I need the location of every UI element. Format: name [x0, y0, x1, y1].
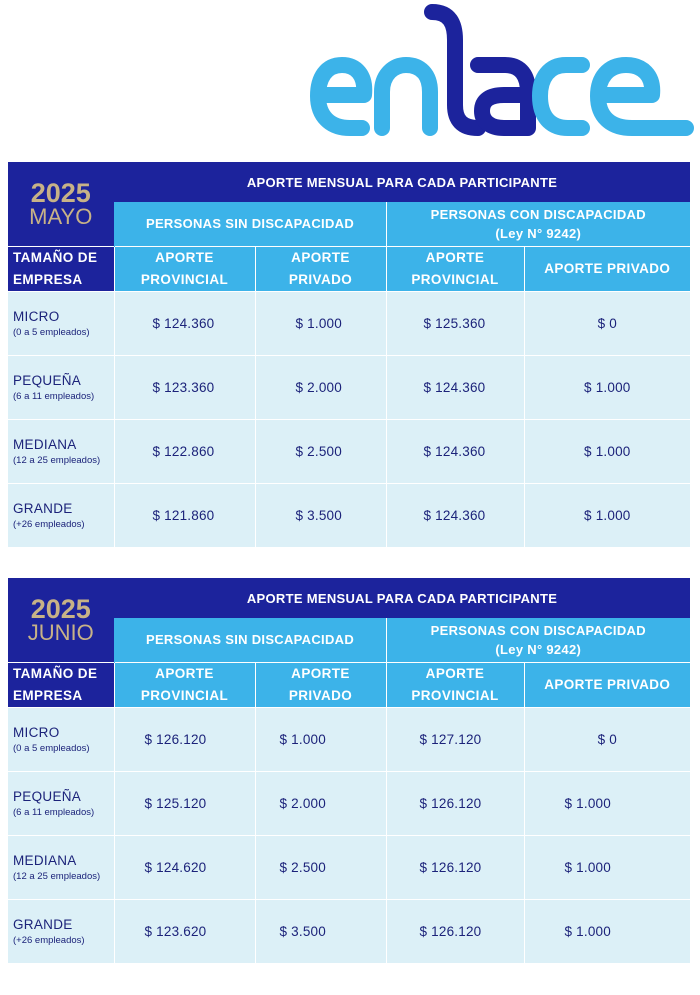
contribution-table-june — [8, 578, 690, 963]
private-contribution-disability: $ 0 — [524, 291, 690, 355]
private-contribution-disability: $ 1.000 — [524, 899, 690, 963]
provincial-contribution: $ 123.620 — [114, 899, 255, 963]
table-title: APORTE MENSUAL PARA CADA PARTICIPANTE — [114, 578, 690, 618]
table-row — [8, 835, 690, 899]
private-contribution: $ 3.500 — [255, 899, 386, 963]
table-row — [8, 419, 690, 483]
provincial-contribution: $ 124.360 — [114, 291, 255, 355]
period-month: MAYO — [29, 203, 93, 229]
group-header-without-disability: PERSONAS SIN DISCAPACIDAD — [114, 202, 386, 246]
column-header-provincial-disability: APORTE PROVINCIAL — [386, 662, 524, 707]
employee-range: (+26 empleados) — [13, 934, 85, 946]
period-label — [8, 578, 114, 662]
table-row — [8, 291, 690, 355]
group-with-line1: PERSONAS CON DISCAPACIDAD — [430, 622, 646, 638]
group-header-with-disability — [386, 618, 690, 662]
company-size-cell — [8, 899, 114, 963]
company-size: PEQUEÑA — [13, 788, 82, 804]
company-size: MICRO — [13, 308, 60, 324]
group-header-without-disability: PERSONAS SIN DISCAPACIDAD — [114, 618, 386, 662]
company-size-cell — [8, 835, 114, 899]
column-header-private: APORTE PRIVADO — [255, 662, 386, 707]
company-size: MICRO — [13, 724, 60, 740]
employee-range: (6 a 11 empleados) — [13, 390, 95, 402]
column-header-provincial-disability: APORTE PROVINCIAL — [386, 246, 524, 291]
private-contribution: $ 2.000 — [255, 355, 386, 419]
private-contribution: $ 2.500 — [255, 419, 386, 483]
table-row — [8, 899, 690, 963]
private-contribution-disability: $ 1.000 — [524, 483, 690, 547]
provincial-contribution-disability: $ 124.360 — [386, 483, 524, 547]
employee-range: (12 a 25 empleados) — [13, 870, 101, 882]
column-header-provincial: APORTE PROVINCIAL — [114, 662, 255, 707]
company-size-cell — [8, 483, 114, 547]
column-header-private-disability: APORTE PRIVADO — [524, 662, 690, 707]
company-size-cell — [8, 771, 114, 835]
provincial-contribution: $ 122.860 — [114, 419, 255, 483]
column-header-company-size: TAMAÑO DE EMPRESA — [8, 662, 114, 707]
provincial-contribution: $ 126.120 — [114, 707, 255, 771]
company-size-cell — [8, 291, 114, 355]
contribution-table-may — [8, 162, 690, 547]
private-contribution-disability: $ 1.000 — [524, 419, 690, 483]
private-contribution-disability: $ 1.000 — [524, 835, 690, 899]
table-row — [8, 483, 690, 547]
provincial-contribution: $ 123.360 — [114, 355, 255, 419]
company-size: MEDIANA — [13, 436, 77, 452]
private-contribution: $ 1.000 — [255, 707, 386, 771]
group-with-line1: PERSONAS CON DISCAPACIDAD — [430, 206, 646, 222]
provincial-contribution: $ 125.120 — [114, 771, 255, 835]
private-contribution-disability: $ 1.000 — [524, 355, 690, 419]
provincial-contribution: $ 124.620 — [114, 835, 255, 899]
provincial-contribution-disability: $ 124.360 — [386, 355, 524, 419]
company-size-cell — [8, 355, 114, 419]
private-contribution: $ 3.500 — [255, 483, 386, 547]
employee-range: (0 a 5 empleados) — [13, 326, 90, 338]
column-header-private-disability: APORTE PRIVADO — [524, 246, 690, 291]
private-contribution: $ 2.500 — [255, 835, 386, 899]
private-contribution-disability: $ 1.000 — [524, 771, 690, 835]
column-header-private: APORTE PRIVADO — [255, 246, 386, 291]
period-year: 2025 — [30, 177, 91, 208]
provincial-contribution-disability: $ 126.120 — [386, 771, 524, 835]
table-title: APORTE MENSUAL PARA CADA PARTICIPANTE — [114, 162, 690, 202]
employee-range: (0 a 5 empleados) — [13, 742, 90, 754]
private-contribution: $ 1.000 — [255, 291, 386, 355]
provincial-contribution: $ 121.860 — [114, 483, 255, 547]
group-header-with-disability — [386, 202, 690, 246]
provincial-contribution-disability: $ 127.120 — [386, 707, 524, 771]
company-size: GRANDE — [13, 916, 73, 932]
period-year: 2025 — [30, 593, 91, 624]
group-with-line2: (Ley N° 9242) — [495, 225, 582, 241]
table-row — [8, 355, 690, 419]
enlace-logo — [300, 0, 695, 150]
company-size: GRANDE — [13, 500, 73, 516]
table-row — [8, 771, 690, 835]
provincial-contribution-disability: $ 124.360 — [386, 419, 524, 483]
company-size: PEQUEÑA — [13, 372, 82, 388]
company-size-cell — [8, 707, 114, 771]
period-label — [8, 162, 114, 246]
provincial-contribution-disability: $ 126.120 — [386, 835, 524, 899]
table-row — [8, 707, 690, 771]
private-contribution-disability: $ 0 — [524, 707, 690, 771]
column-header-company-size: TAMAÑO DE EMPRESA — [8, 246, 114, 291]
group-with-line2: (Ley N° 9242) — [495, 641, 582, 657]
employee-range: (12 a 25 empleados) — [13, 454, 101, 466]
period-month: JUNIO — [27, 619, 94, 645]
employee-range: (+26 empleados) — [13, 518, 85, 530]
company-size-cell — [8, 419, 114, 483]
provincial-contribution-disability: $ 125.360 — [386, 291, 524, 355]
private-contribution: $ 2.000 — [255, 771, 386, 835]
company-size: MEDIANA — [13, 852, 77, 868]
provincial-contribution-disability: $ 126.120 — [386, 899, 524, 963]
employee-range: (6 a 11 empleados) — [13, 806, 95, 818]
column-header-provincial: APORTE PROVINCIAL — [114, 246, 255, 291]
